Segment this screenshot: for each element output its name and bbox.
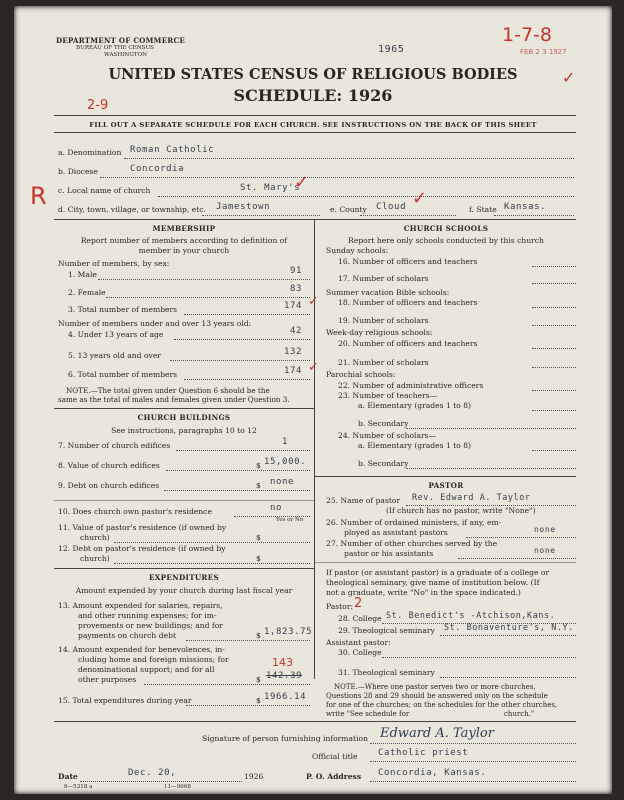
q14-red-correction: 143	[272, 656, 293, 669]
po-address-value: Concordia, Kansas.	[378, 768, 487, 778]
city-value: Jamestown	[216, 202, 271, 212]
q28-value: St. Benedict's -Atchison,Kans.	[386, 610, 556, 620]
stamp-number: 1965	[378, 44, 405, 55]
q5-label: 5. 13 years old and over	[68, 351, 161, 360]
q10-label: 10. Does church own pastor's residence	[58, 507, 212, 516]
county-label: e. County	[330, 205, 367, 214]
bureau-label: BUREAU OF THE CENSUS	[76, 45, 155, 51]
q15-value: 1966.14	[264, 692, 307, 702]
denomination-label: a. Denomination	[58, 148, 122, 157]
local-name-value: St. Mary's	[240, 183, 301, 193]
official-title-label: Official title	[312, 752, 358, 761]
q29-value: St. Bonaventure's, N.Y.	[444, 622, 574, 632]
q6-value: 174	[284, 366, 303, 376]
signature-label: Signature of person furnishing information	[202, 734, 368, 743]
q25-label: 25. Name of pastor	[326, 496, 401, 505]
local-name-label: c. Local name of church	[58, 186, 151, 195]
po-address-label: P. O. Address	[306, 772, 362, 781]
q9-value: none	[270, 477, 295, 487]
checkmark-icon: ✓	[562, 68, 576, 87]
census-form: DEPARTMENT OF COMMERCE BUREAU OF THE CENSUS WASHINGTON 1965 FEB 2 3 1927 1-7-8 ✓ UNITED STATES CENSUS OF RELIGIOUS BODIES SCHEDULE: 1926 2-9 FILL OUT A SEPARATE SCHEDULE FOR EACH CHURCH. SEE INSTRUCTIONS ON THE BACK OF THIS SHEET a. Denomination Roman Catholic b. Diocese Concordia R c. Local name of church St. Mary's ✓ d. City, town, village, or township, etc. Jamestown e. County Cloud ✓ f. State Kansas. MEMBERSHIP Report number of members according to definition of member in your church Number of members, by sex: 1. Male 91 2. Female 83 3. Total number of members 174 ✓ Number of members under and over 13 years old: 4. Under 13 years of age 42 5. 13 years old and over 132 6. Total number of members 174 ✓ NOTE.—The total given under Question 6 should be the same as the total of males and females given under Question 3. CHURCH BUILDINGS See instructions, paragraphs 10 to 12 7. Number of church edifices 1 8. Value of church edifices $ 15,000. 9. Debt on church edifices $ none 10. Does church own pastor's residence no Yes or No 11. Value of pastor's residence (if owned by church) $ 12. Debt on pastor's residence (if owned by church) $ EXPENDITURES Amount expended by your church during last fiscal year 13. Amount expended for salaries, repairs, and other running expenses; for im- provements or new buildings; and for payments on church debt $ 1,823.75 14. Amount expended for benevolences, in- cluding home and foreign missions; for denominational support; and for all other purposes $ 142.39 143 15. Total expenditures during year $ 1966.14 CHURCH SCHOOLS Report here only schools conducted by this church Sunday schools: 16. Number of officers and teachers 17. Number of scholars Summer vacation Bible schools: 18. Number of officers and teachers 19. Number of scholars Week-day religious schools: 20. Number of officers and teachers 21. Number of scholars Parochial schools: 22. Number of administrative officers 23. Number of teachers— a. Elementary (grades 1 to 8) b. Secondary 24. Number of scholars— a. Elementary (grades 1 to 8) b. Secondary PASTOR 25. Name of pastor Rev. Edward A. Taylor (If church has no pastor, write "None") 26. Number of ordained ministers, if any, em- ployed as assistant pastors none 27. Number of other churches served by the pastor or his assistants none If pastor (or assistant pastor) is a graduate of a college or theological seminary, give name of institution below. (If not a graduate, write "No" in the space indicated.) Pastor: 2 28. College St. Benedict's -Atchison,Kans. 29. Theological seminary St. Bonaventure's, N.Y. Assistant pastor: 30. College 31. Theological seminary NOTE.—Where one pastor serves two or more churches, Questions 28 and 29 should be answered only on the schedule for one of the churches; on the schedules for the other churches, write "See schedule for church." Signature of person furnishing information Edward A. Taylor Official title Catholic priest Date Dec. 20, 1926 P. O. Address Concordia, Kansas. 6—5318 a 11—9668	[14, 6, 612, 794]
red-code-top: 1-7-8	[502, 24, 552, 46]
date-year: 1926	[244, 772, 264, 781]
red-code-left: 2-9	[87, 98, 109, 113]
q25-value: Rev. Edward A. Taylor	[412, 492, 531, 502]
pastor-red-mark: 2	[354, 596, 363, 611]
q2-value: 83	[290, 284, 303, 294]
received-stamp: FEB 2 3 1927	[520, 48, 567, 56]
q3-label: 3. Total number of members	[68, 305, 178, 314]
top-rule	[54, 115, 576, 116]
q3-value: 174	[284, 301, 303, 311]
q7-value: 1	[282, 437, 289, 447]
q2-label: 2. Female	[68, 288, 106, 297]
q8-value: 15,000.	[264, 457, 307, 467]
schools-title: CHURCH SCHOOLS	[403, 224, 489, 233]
q7-label: 7. Number of church edifices	[58, 441, 171, 450]
pastor-title: PASTOR	[428, 481, 464, 490]
q6-label: 6. Total number of members	[68, 370, 178, 379]
buildings-title: CHURCH BUILDINGS	[137, 413, 231, 422]
dept-label: DEPARTMENT OF COMMERCE	[56, 36, 185, 45]
q1-value: 91	[290, 266, 303, 276]
q27-value: none	[534, 546, 556, 555]
membership-title: MEMBERSHIP	[152, 224, 216, 233]
checkmark-icon: ✓	[412, 188, 428, 209]
q1-label: 1. Male	[68, 270, 97, 279]
form-code-2: 11—9668	[164, 784, 191, 790]
q9-label: 9. Debt on church edifices	[58, 481, 160, 490]
instruction-banner: FILL OUT A SEPARATE SCHEDULE FOR EACH CHURCH. SEE INSTRUCTIONS ON THE BACK OF THIS SHEET	[89, 121, 537, 129]
date-label: Date	[58, 772, 78, 781]
city-label: WASHINGTON	[104, 52, 148, 58]
q28-label: 28. College	[338, 614, 382, 623]
expenditures-title: EXPENDITURES	[149, 573, 219, 582]
form-code: 6—5318 a	[64, 784, 93, 790]
state-value: Kansas.	[504, 202, 547, 212]
q26-value: none	[534, 525, 556, 534]
q29-label: 29. Theological seminary	[338, 626, 435, 635]
red-mark-left: R	[30, 182, 47, 210]
q8-label: 8. Value of church edifices	[58, 461, 160, 470]
q4-value: 42	[290, 326, 303, 336]
q14-value: 142.39	[266, 671, 303, 681]
denomination-value: Roman Catholic	[130, 145, 215, 155]
signature: Edward A. Taylor	[380, 726, 494, 741]
q10-value: no	[270, 503, 283, 513]
column-divider	[314, 219, 315, 679]
schedule-title: SCHEDULE: 1926	[233, 86, 393, 105]
diocese-label: b. Diocese	[58, 167, 98, 176]
checkmark-icon: ✓	[308, 294, 319, 309]
q5-value: 132	[284, 347, 303, 357]
q4-label: 4. Under 13 years of age	[68, 330, 164, 339]
diocese-value: Concordia	[130, 164, 185, 174]
date-value: Dec. 20,	[128, 768, 177, 778]
county-value: Cloud	[376, 202, 407, 212]
checkmark-icon: ✓	[308, 360, 319, 375]
q13-value: 1,823.75	[264, 627, 313, 637]
form-title: UNITED STATES CENSUS OF RELIGIOUS BODIES	[108, 66, 518, 83]
checkmark-icon: ✓	[294, 172, 310, 193]
city-label: d. City, town, village, or township, etc.	[58, 205, 206, 214]
official-title-value: Catholic priest	[378, 748, 469, 758]
state-label: f. State	[469, 205, 497, 214]
